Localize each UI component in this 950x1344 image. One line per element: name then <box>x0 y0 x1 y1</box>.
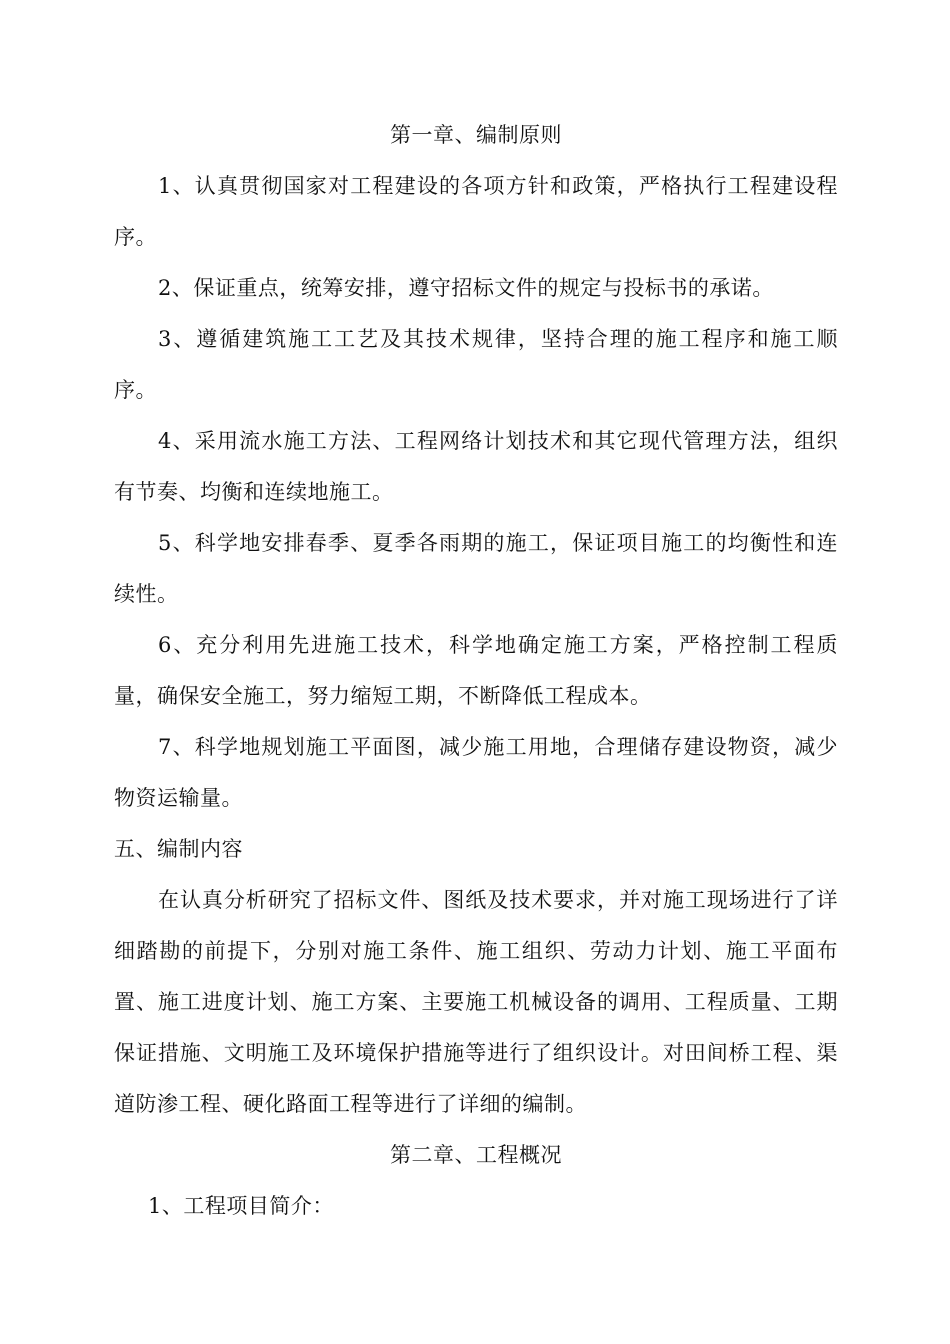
chapter-2-title: 第二章、工程概况 <box>390 1143 562 1167</box>
chapter-1-title: 第一章、编制原则 <box>390 123 562 147</box>
principle-5: 5、科学地安排春季、夏季各雨期的施工，保证项目施工的均衡性和连续性。 <box>114 531 838 606</box>
principle-7: 7、科学地规划施工平面图，减少施工用地，合理储存建设物资，减少物资运输量。 <box>114 735 838 810</box>
project-intro-heading: 1、工程项目简介： <box>148 1194 334 1218</box>
principle-6: 6、充分利用先进施工技术，科学地确定施工方案，严格控制工程质量，确保安全施工，努力缩短工期，不断降低工程成本。 <box>114 633 838 708</box>
section-5-title: 五、编制内容 <box>114 837 243 861</box>
principle-2: 2、保证重点，统筹安排，遵守招标文件的规定与投标书的承诺。 <box>158 276 774 300</box>
principle-4: 4、采用流水施工方法、工程网络计划技术和其它现代管理方法，组织有节奏、均衡和连续地施工。 <box>114 429 838 504</box>
document-body <box>114 110 838 1232</box>
principle-1: 1、认真贯彻国家对工程建设的各项方针和政策，严格执行工程建设程序。 <box>114 174 838 249</box>
section-5-body: 在认真分析研究了招标文件、图纸及技术要求，并对施工现场进行了详细踏勘的前提下，分别对施工条件、施工组织、劳动力计划、施工平面布置、施工进度计划、施工方案、主要施工机械设备的调用、工程质量、工期保证措施、文明施工及环境保护措施等进行了组织设计。对田间桥工程、渠道防渗工程、硬化路面工程等进行了详细的编制。 <box>114 888 838 1116</box>
principle-3: 3、遵循建筑施工工艺及其技术规律，坚持合理的施工程序和施工顺序。 <box>114 327 838 402</box>
